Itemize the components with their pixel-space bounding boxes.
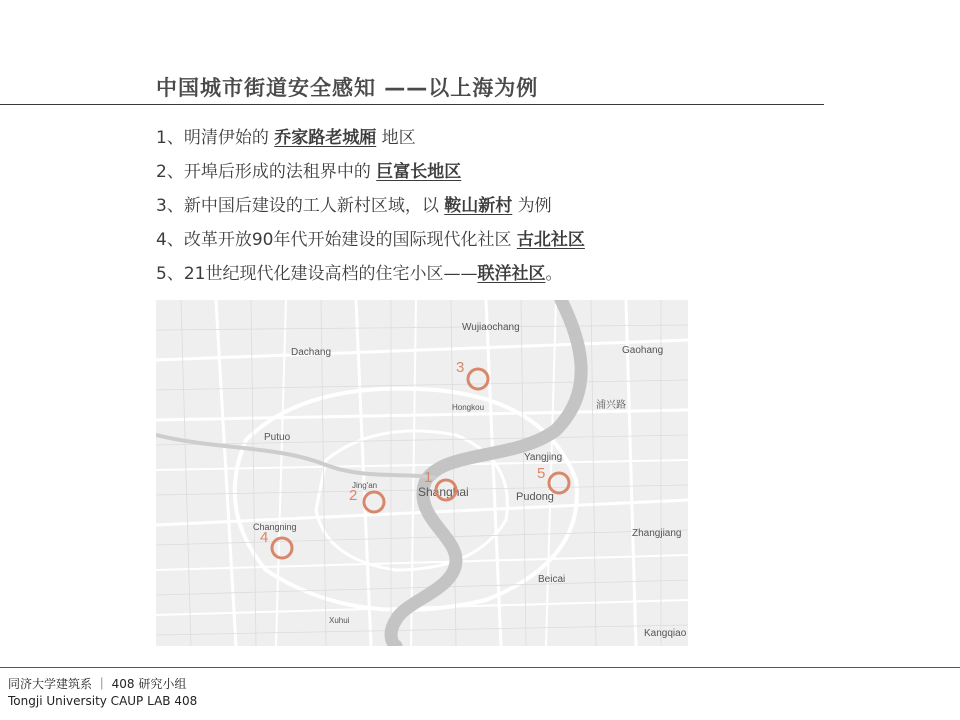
item-text: 4、改革开放90年代开始建设的国际现代化社区 — [156, 230, 517, 250]
place-label: Gaohang — [622, 345, 664, 356]
site-marker-number: 4 — [260, 529, 269, 546]
place-label: Kangqiao — [644, 628, 687, 639]
place-label: Pudong — [516, 491, 554, 503]
item-text: 3、新中国后建设的工人新村区域，以 — [156, 196, 445, 216]
item-highlight: 巨富长地区 — [376, 162, 462, 182]
place-label: Dachang — [291, 347, 332, 358]
map-canvas — [156, 300, 688, 646]
item-text: 地区 — [376, 128, 416, 148]
footer-divider — [0, 667, 960, 668]
place-label: Xuhui — [329, 616, 350, 625]
list-item — [156, 160, 585, 194]
item-highlight: 联洋社区 — [477, 264, 546, 284]
place-label: Wujiaochang — [462, 322, 520, 333]
road — [276, 300, 286, 646]
road — [156, 340, 688, 360]
site-list — [156, 126, 585, 296]
road — [216, 300, 236, 646]
site-marker-circle — [549, 473, 569, 493]
site-marker-number: 5 — [537, 465, 546, 482]
list-item — [156, 126, 585, 160]
slide-title: 中国城市街道安全感知 ——以上海为例 — [156, 76, 539, 100]
item-text: 为例 — [512, 196, 552, 216]
site-marker-number: 3 — [456, 359, 465, 376]
place-label: Changning — [253, 522, 297, 532]
item-highlight: 鞍山新村 — [444, 196, 513, 216]
item-text: 2、开埠后形成的法租界中的 — [156, 162, 377, 182]
place-label: Shanghai — [418, 485, 469, 499]
site-marker-circle — [468, 369, 488, 389]
item-text: 。 — [545, 264, 563, 284]
suzhou-creek — [156, 435, 436, 478]
road — [411, 300, 416, 646]
place-labels — [253, 322, 687, 639]
item-text: 1、明清伊始的 — [156, 128, 275, 148]
place-label: Zhangjiang — [632, 528, 682, 539]
footer — [8, 676, 197, 710]
list-item — [156, 262, 585, 296]
footer-org-en: Tongji University CAUP LAB 408 — [8, 694, 198, 708]
place-label: Jing'an — [352, 481, 378, 490]
shanghai-map — [156, 300, 688, 646]
list-item — [156, 194, 585, 228]
site-marker-number: 1 — [424, 469, 433, 486]
item-highlight: 古北社区 — [516, 230, 585, 250]
footer-org: 同济大学建筑系 ｜ 408 研究小组 — [8, 677, 187, 691]
huangpu-river — [391, 300, 581, 646]
road — [156, 410, 688, 420]
place-label: 浦兴路 — [596, 400, 626, 411]
site-marker-number: 2 — [349, 487, 358, 504]
place-label: Yangjing — [524, 452, 563, 463]
item-highlight: 乔家路老城厢 — [274, 128, 377, 148]
site-marker-circle — [272, 538, 292, 558]
title-divider — [0, 104, 824, 105]
list-item — [156, 228, 585, 262]
place-label: Beicai — [538, 574, 566, 585]
place-label: Hongkou — [452, 403, 485, 412]
place-label: Putuo — [264, 432, 291, 443]
site-marker-circle — [364, 492, 384, 512]
item-text: 5、21世纪现代化建设高档的住宅小区—— — [156, 264, 478, 284]
